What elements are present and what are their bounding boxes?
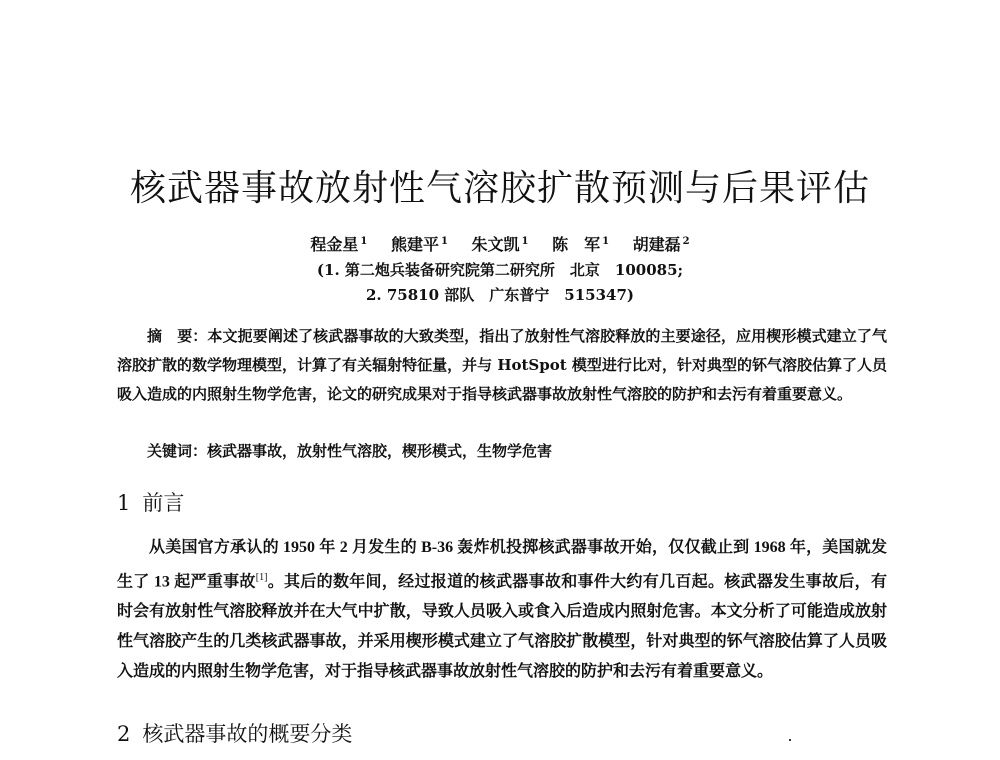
author-name: 朱文凯 xyxy=(471,235,520,254)
affiliation-marker: 1 xyxy=(602,235,610,247)
section-heading-2 xyxy=(117,718,352,748)
intro-text-part-1: 从美国官方承认的 1950 年 2 月发生的 B-36 轰炸机投掷核武器事故开始，仅仅截止到 1968 年，美国就发生了 13 起严重事故 xyxy=(117,539,887,591)
paper-title: 核武器事故放射性气溶胶扩散预测与后果评估 xyxy=(129,168,870,209)
citation-ref: [1] xyxy=(255,572,268,583)
section-title: 前言 xyxy=(142,491,185,515)
author-name: 陈 军 xyxy=(552,235,601,254)
affiliation-marker: 2 xyxy=(682,235,690,247)
abstract-text: 本文扼要阐述了核武器事故的大致类型，指出了放射性气溶胶释放的主要途径，应用楔形模式建立了气溶胶扩散的数学物理模型，计算了有关辐射特征量，并与 HotSpot 模型进行比对，针对典型的钚气溶胶估算了人员吸入造成的内照射生物学危害，论文的研究成果对于指导核武器事故放射性气溶胶的防护和去污有着重要意义。 xyxy=(117,327,887,403)
author-name: 熊建平 xyxy=(390,235,439,254)
affiliation-marker: 1 xyxy=(360,235,368,247)
author xyxy=(633,235,690,254)
author-name: 程金星 xyxy=(310,235,359,254)
abstract-label: 摘 要： xyxy=(147,327,208,345)
keywords-label: 关键词： xyxy=(147,442,208,460)
section-number: 1 xyxy=(117,491,131,515)
section-heading-1 xyxy=(117,487,184,517)
section-title: 核武器事故的概要分类 xyxy=(142,722,353,746)
author xyxy=(552,235,609,254)
intro-text-part-2: 。其后的数年间，经过报道的核武器事故和事件大约有几百起。核武器发生事故后，有时会有放射性气溶胶释放并在大气中扩散，导致人员吸入或食入后造成内照射危害。本文分析了可能造成放射性气溶胶产生的几类核武器事故，并采用楔形模式建立了气溶胶扩散模型，针对典型的钚气溶胶估算了人员吸入造成的内照射生物学危害，对于指导核武器事故放射性气溶胶的防护和去污有着重要意义。 xyxy=(117,573,887,681)
keywords xyxy=(117,440,887,461)
author xyxy=(310,235,367,254)
scan-speck xyxy=(789,739,791,741)
author xyxy=(472,235,529,254)
abstract xyxy=(117,322,887,409)
affiliation-marker: 1 xyxy=(440,235,448,247)
affiliation-line-1: (1. 第二炮兵装备研究院第二研究所 北京 100085; xyxy=(316,261,684,279)
keywords-text: 核武器事故，放射性气溶胶，楔形模式，生物学危害 xyxy=(207,442,553,460)
author xyxy=(391,235,448,254)
author-name: 胡建磊 xyxy=(632,235,681,254)
affiliation-marker: 1 xyxy=(521,235,529,247)
intro-paragraph xyxy=(117,533,887,687)
affiliation-line-2: 2. 75810 部队 广东普宁 515347) xyxy=(365,286,634,304)
author-list xyxy=(0,232,1000,255)
section-number: 2 xyxy=(117,722,131,746)
